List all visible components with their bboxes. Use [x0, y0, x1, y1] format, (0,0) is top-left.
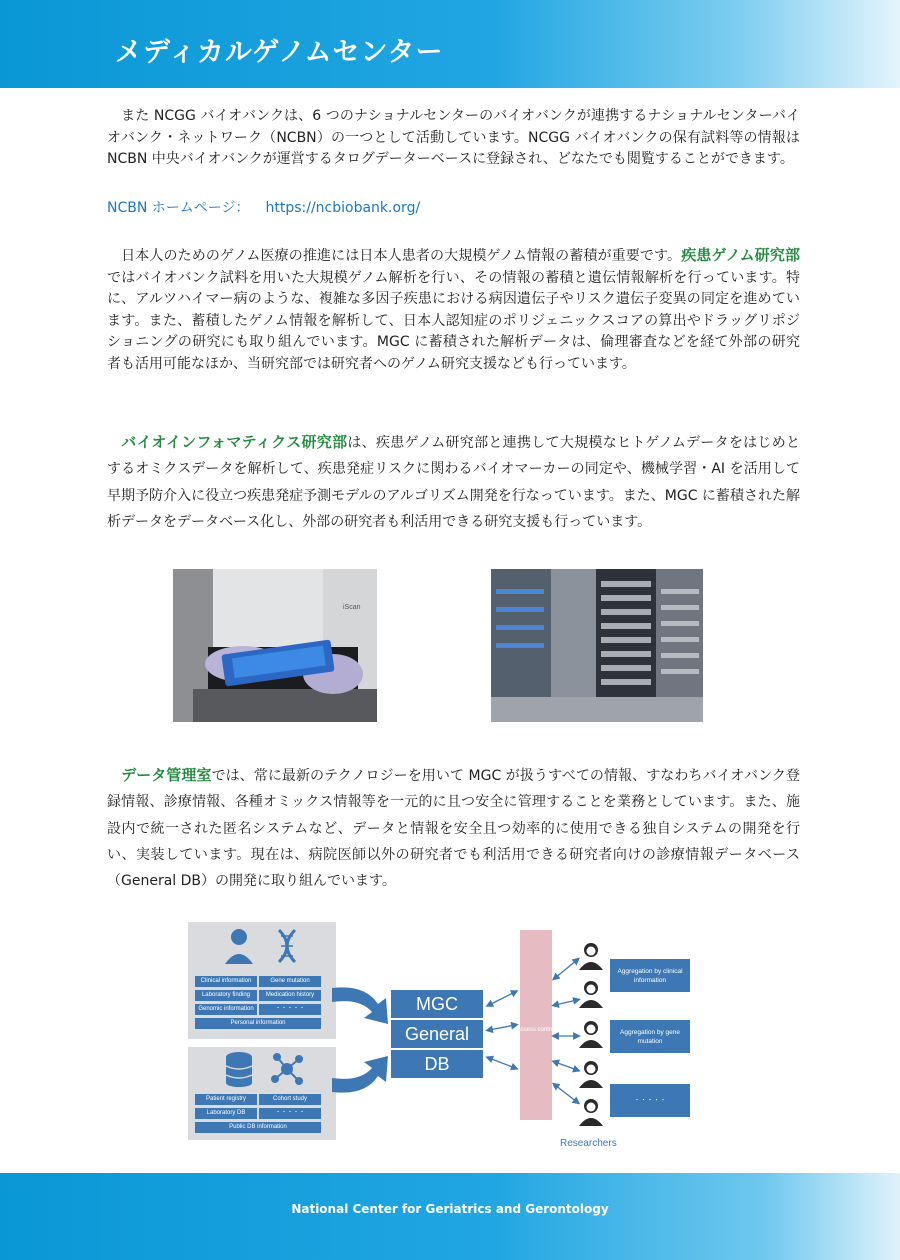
footer-organization: National Center for Geriatrics and Gerontology [291, 1202, 609, 1216]
db-box-mgc: MGC [391, 990, 483, 1018]
input-arrows [330, 980, 395, 1100]
paragraph-data-management [107, 762, 800, 894]
paragraph-disease-genome [107, 245, 800, 376]
db-box-db: DB [391, 1050, 483, 1078]
researchers-label: Researchers [560, 1138, 617, 1149]
paragraph-ncbn [107, 106, 800, 171]
highlight-disease-genome: 疾患ゲノム研究部 [681, 246, 800, 264]
ncbn-link-line[interactable] [107, 197, 436, 217]
access-control-label: Access control [516, 1027, 556, 1033]
highlight-data-management: データ管理室 [121, 766, 212, 784]
cell-public-db-information: Public DB information [195, 1122, 321, 1133]
cell-laboratory-finding: Laboratory finding [195, 990, 257, 1001]
page-header [0, 0, 900, 88]
general-db-diagram [185, 920, 715, 1160]
cell-medication-history: Medication history [259, 990, 321, 1001]
server-rack-photo [491, 569, 703, 722]
cell-personal-information: Personal information [195, 1018, 321, 1029]
aggregation-ellipsis-box: ・・・・・ [610, 1084, 690, 1117]
cell-laboratory-db: Laboratory DB [195, 1108, 257, 1119]
db-box-general: General [391, 1020, 483, 1048]
paragraph-bioinformatics-post: は、疾患ゲノム研究部と連携して大規模なヒトゲノムデータをはじめとするオミクスデータを解析して、疾患発症リスクに関わるバイオマーカーの同定や、機械学習・AI を活用して早期予防介入に役立つ疾患発症予測モデルのアルゴリズム開発を行なっています。また、MGC に蓄積された解析データをデータベース化し、外部の研究者も利活用できる研究支援も行っています。 [107, 435, 800, 530]
cell-gene-mutation: Gene mutation [259, 976, 321, 987]
iscan-photo [173, 569, 377, 722]
cell-ellipsis-1: ・・・・・ [259, 1004, 321, 1015]
paragraph-disease-genome-post: ではバイオバンク試料を用いた大規模ゲノム解析を行い、その情報の蓄積と遺伝情報解析を行っています。特に、アルツハイマー病のような、複雑な多因子疾患における病因遺伝子やリスク遺伝子変異の同定を進めています。また、蓄積したゲノム情報を解析して、日本人認知症のポリジェニックスコアの算出やドラッグリポジショニングの研究にも取り組んでいます。MGC に蓄積された解析データは、倫理審査などを経て外部の研究者も活用可能なほか、当研究部では研究者へのゲノム研究支援なども行っています。 [107, 269, 800, 372]
ncbn-link-label: NCBN ホームページ： [107, 200, 250, 216]
cell-genomic-information: Genomic information [195, 1004, 257, 1015]
paragraph-disease-genome-pre: 日本人のためのゲノム医療の推進には日本人患者の大規模ゲノム情報の蓄積が重要です。 [121, 248, 682, 264]
cell-cohort-study: Cohort study [259, 1094, 321, 1105]
paragraph-data-management-post: では、常に最新のテクノロジーを用いて MGC が扱うすべての情報、すなわちバイオバンク登録情報、診療情報、各種オミックス情報等を一元的に且つ安全に管理することを業務としています。また、施設内で統一された匿名システムなど、データと情報を安全且つ効率的に使用できる独自システムの開発を行い、実装しています。現在は、病院医師以外の研究者でも利活用できる研究者向けの診療情報データベース（General DB）の開発に取り組んでいます。 [107, 768, 800, 890]
page-title: メディカルゲノムセンター [115, 37, 444, 68]
cell-patient-registry: Patient registry [195, 1094, 257, 1105]
researcher-icons [577, 942, 605, 1140]
iscan-label: iScan [343, 604, 361, 611]
ncbn-link-url[interactable]: https://ncbiobank.org/ [265, 200, 421, 216]
page-footer [0, 1173, 900, 1260]
database-icon [223, 1051, 303, 1087]
access-arrows [485, 950, 585, 1120]
cell-ellipsis-2: ・・・・・ [259, 1108, 321, 1119]
aggregation-gene-box: Aggregation by gene mutation [610, 1020, 690, 1053]
paragraph-ncbn-text: また NCGG バイオバンクは、6 つのナショナルセンターのバイオバンクが連携するナショナルセンターバイオバンク・ネットワーク（NCBN）の一つとして活動しています。NCGG バイオバンクの保有試料等の情報は NCBN 中央バイオバンクが運営するタログデーターベースに登録され、どなたでも閲覧することができます。 [107, 108, 800, 168]
paragraph-bioinformatics [107, 429, 800, 535]
highlight-bioinformatics: バイオインフォマティクス研究部 [121, 433, 348, 451]
aggregation-clinical-box: Aggregation by clinical information [610, 959, 690, 992]
doctor-icon [223, 926, 303, 966]
cell-clinical-information: Clinical information [195, 976, 257, 987]
